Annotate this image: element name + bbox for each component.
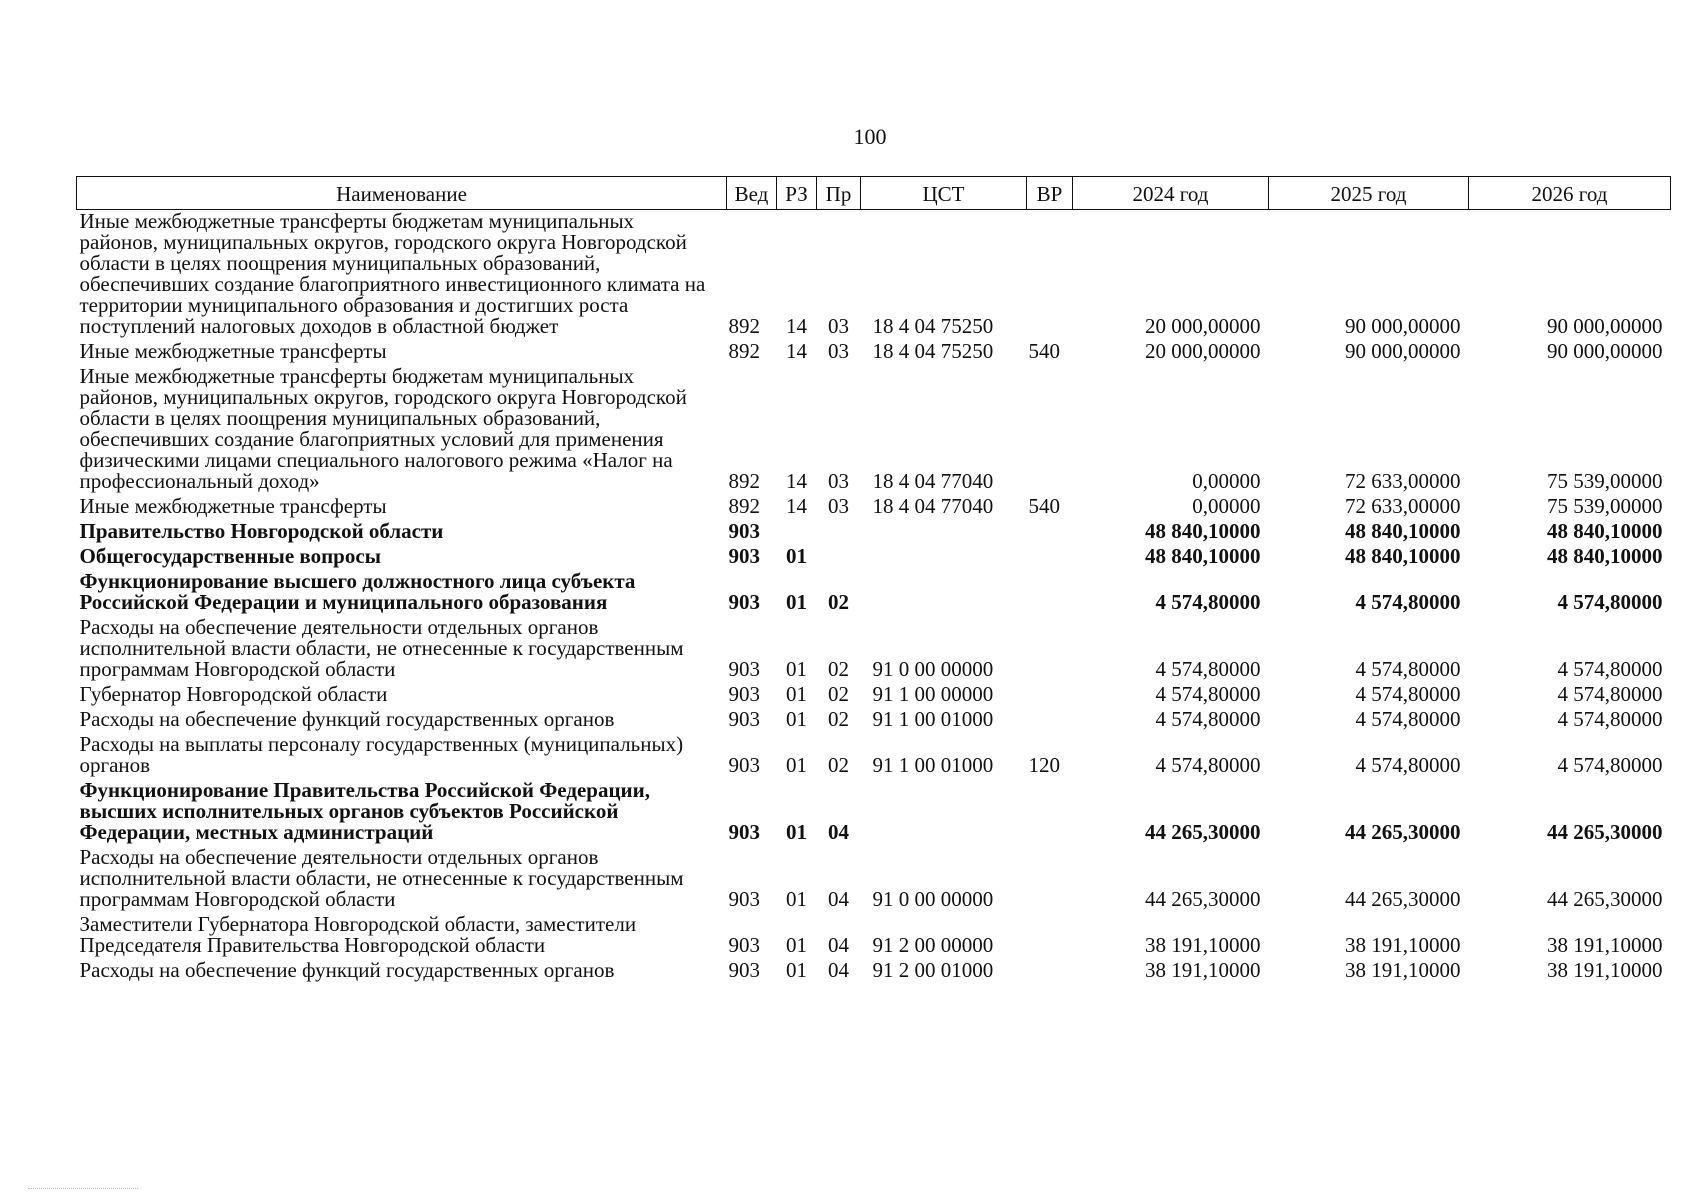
table-row <box>77 616 1671 683</box>
cell-vr <box>1027 959 1073 984</box>
table-row <box>77 913 1671 959</box>
cell-rz: 14 <box>786 314 807 338</box>
cell-rz: 14 <box>786 494 807 518</box>
cell-ved: 903 <box>728 820 760 844</box>
cell-pr: 02 <box>828 753 849 777</box>
cell-2026: 44 265,30000 <box>1547 820 1663 844</box>
cell-pr: 02 <box>828 682 849 706</box>
table-row <box>77 545 1671 570</box>
header-vr: ВР <box>1027 177 1073 210</box>
cell-rz: 01 <box>786 682 807 706</box>
table-row <box>77 570 1671 616</box>
cell-2025: 38 191,10000 <box>1345 933 1461 957</box>
cell-2024: 4 574,80000 <box>1155 707 1261 731</box>
cell-2025: 4 574,80000 <box>1355 707 1461 731</box>
cell-pr: 02 <box>828 590 849 614</box>
cell-cst: 91 1 00 00000 <box>872 682 994 706</box>
cell-ved: 903 <box>728 707 760 731</box>
cell-2026: 75 539,00000 <box>1547 469 1663 493</box>
cell-cst <box>861 545 1027 570</box>
cell-2024: 20 000,00000 <box>1145 314 1261 338</box>
cell-2026: 48 840,10000 <box>1547 519 1663 543</box>
cell-2025: 72 633,00000 <box>1345 469 1461 493</box>
cell-pr: 02 <box>828 657 849 681</box>
cell-pr: 03 <box>828 494 849 518</box>
cell-2026: 4 574,80000 <box>1557 682 1663 706</box>
table-row <box>77 846 1671 913</box>
cell-rz: 14 <box>786 469 807 493</box>
table-body <box>77 210 1671 985</box>
cell-rz: 01 <box>786 657 807 681</box>
cell-2026: 4 574,80000 <box>1557 657 1663 681</box>
cell-name: Расходы на обеспечение деятельности отдельных органов исполнительной власти области, не отнесенные к государственным программам Новгородской области <box>79 845 684 911</box>
cell-ved: 903 <box>728 753 760 777</box>
header-cst: ЦСТ <box>861 177 1027 210</box>
cell-2025: 4 574,80000 <box>1355 657 1461 681</box>
cell-2025: 4 574,80000 <box>1355 590 1461 614</box>
cell-pr <box>817 545 861 570</box>
cell-rz: 01 <box>786 958 807 982</box>
cell-rz: 01 <box>786 590 807 614</box>
cell-pr: 04 <box>828 958 849 982</box>
cell-pr: 03 <box>828 339 849 363</box>
cell-rz: 01 <box>786 820 807 844</box>
table-row <box>77 365 1671 495</box>
cell-2024: 4 574,80000 <box>1155 682 1261 706</box>
cell-pr: 03 <box>828 469 849 493</box>
cell-cst: 18 4 04 75250 <box>872 339 994 363</box>
cell-name: Иные межбюджетные трансферты <box>79 494 387 518</box>
cell-ved: 892 <box>728 494 760 518</box>
header-rz: РЗ <box>777 177 817 210</box>
header-2024: 2024 год <box>1073 177 1269 210</box>
cell-cst: 91 1 00 01000 <box>872 707 994 731</box>
cell-vr: 540 <box>1028 494 1060 518</box>
cell-vr <box>1027 520 1073 545</box>
cell-2026: 44 265,30000 <box>1547 887 1663 911</box>
cell-name: Иные межбюджетные трансферты бюджетам муниципальных районов, муниципальных округов, городского округа Новгородской области в целях поощрения муниципальных образований, обеспечивших создание благоприятных условий для применения физическими лицами специального налогового режима «Налог на профессиональный доход» <box>79 364 687 493</box>
cell-2024: 0,00000 <box>1192 494 1261 518</box>
table-row <box>77 779 1671 846</box>
cell-vr <box>1027 913 1073 959</box>
header-pr: Пр <box>817 177 861 210</box>
cell-vr <box>1027 365 1073 495</box>
cell-ved: 903 <box>728 544 760 568</box>
cell-2026: 38 191,10000 <box>1547 933 1663 957</box>
cell-vr <box>1027 545 1073 570</box>
header-2025: 2025 год <box>1269 177 1469 210</box>
cell-2024: 38 191,10000 <box>1145 958 1261 982</box>
cell-vr: 120 <box>1028 753 1060 777</box>
cell-pr: 04 <box>828 887 849 911</box>
cell-2024: 44 265,30000 <box>1145 887 1261 911</box>
cell-2026: 75 539,00000 <box>1547 494 1663 518</box>
cell-2025: 90 000,00000 <box>1345 339 1461 363</box>
cell-2024: 4 574,80000 <box>1155 753 1261 777</box>
cell-2025: 4 574,80000 <box>1355 753 1461 777</box>
table-row <box>77 495 1671 520</box>
cell-rz: 14 <box>786 339 807 363</box>
cell-cst: 91 1 00 01000 <box>872 753 994 777</box>
cell-vr <box>1027 708 1073 733</box>
cell-2026: 38 191,10000 <box>1547 958 1663 982</box>
cell-2026: 48 840,10000 <box>1547 544 1663 568</box>
cell-ved: 903 <box>728 933 760 957</box>
cell-name: Губернатор Новгородской области <box>79 682 388 706</box>
cell-ved: 903 <box>728 958 760 982</box>
cell-vr: 540 <box>1028 339 1060 363</box>
cell-vr <box>1027 616 1073 683</box>
cell-cst: 91 0 00 00000 <box>872 657 994 681</box>
cell-2024: 20 000,00000 <box>1145 339 1261 363</box>
cell-cst <box>861 520 1027 545</box>
cell-name: Заместители Губернатора Новгородской области, заместители Председателя Правительства Новгородской области <box>79 912 637 957</box>
cell-2025: 44 265,30000 <box>1345 887 1461 911</box>
header-name: Наименование <box>77 177 727 210</box>
cell-2025: 48 840,10000 <box>1345 519 1461 543</box>
cell-2026: 4 574,80000 <box>1557 707 1663 731</box>
cell-2025: 38 191,10000 <box>1345 958 1461 982</box>
cell-2024: 38 191,10000 <box>1145 933 1261 957</box>
cell-2025: 90 000,00000 <box>1345 314 1461 338</box>
cell-vr <box>1027 683 1073 708</box>
cell-2024: 48 840,10000 <box>1145 519 1261 543</box>
cell-ved: 903 <box>728 519 760 543</box>
header-ved: Вед <box>727 177 777 210</box>
cell-name: Функционирование Правительства Российской Федерации, высших исполнительных органов субъектов Российской Федерации, местных администраций <box>79 778 650 844</box>
cell-pr: 03 <box>828 314 849 338</box>
table-row <box>77 520 1671 545</box>
cell-name: Функционирование высшего должностного лица субъекта Российской Федерации и муниципального образования <box>79 569 636 614</box>
cell-2024: 0,00000 <box>1192 469 1261 493</box>
cell-name: Расходы на выплаты персоналу государственных (муниципальных) органов <box>79 732 684 777</box>
cell-ved: 903 <box>728 590 760 614</box>
cell-2025: 44 265,30000 <box>1345 820 1461 844</box>
cell-2026: 4 574,80000 <box>1557 590 1663 614</box>
cell-vr <box>1027 210 1073 341</box>
cell-ved: 892 <box>728 314 760 338</box>
cell-cst: 91 0 00 00000 <box>872 887 994 911</box>
cell-2024: 44 265,30000 <box>1145 820 1261 844</box>
cell-name: Правительство Новгородской области <box>79 519 444 543</box>
table-header-row <box>77 177 1671 210</box>
cell-vr <box>1027 779 1073 846</box>
cell-name: Расходы на обеспечение функций государственных органов <box>79 707 615 731</box>
cell-rz: 01 <box>786 887 807 911</box>
table-row <box>77 708 1671 733</box>
cell-2026: 90 000,00000 <box>1547 314 1663 338</box>
cell-ved: 903 <box>728 657 760 681</box>
cell-cst: 18 4 04 77040 <box>872 469 994 493</box>
cell-2025: 72 633,00000 <box>1345 494 1461 518</box>
cell-pr: 04 <box>828 933 849 957</box>
cell-ved: 892 <box>728 339 760 363</box>
cell-name: Расходы на обеспечение функций государственных органов <box>79 958 615 982</box>
cell-rz: 01 <box>786 933 807 957</box>
cell-cst <box>861 570 1027 616</box>
cell-2024: 4 574,80000 <box>1155 657 1261 681</box>
cell-pr <box>817 520 861 545</box>
cell-name: Расходы на обеспечение деятельности отдельных органов исполнительной власти области, не отнесенные к государственным программам Новгородской области <box>79 615 684 681</box>
cell-vr <box>1027 846 1073 913</box>
cell-name: Иные межбюджетные трансферты <box>79 339 387 363</box>
cell-rz: 01 <box>786 753 807 777</box>
header-2026: 2026 год <box>1469 177 1671 210</box>
cell-cst <box>861 779 1027 846</box>
cell-2024: 4 574,80000 <box>1155 590 1261 614</box>
cell-ved: 892 <box>728 469 760 493</box>
cell-rz: 01 <box>786 707 807 731</box>
cell-cst: 18 4 04 77040 <box>872 494 994 518</box>
table-row <box>77 340 1671 365</box>
page-number: 100 <box>853 124 887 149</box>
scan-mark <box>28 1188 138 1191</box>
cell-vr <box>1027 570 1073 616</box>
cell-rz <box>777 520 817 545</box>
cell-2026: 4 574,80000 <box>1557 753 1663 777</box>
cell-pr: 04 <box>828 820 849 844</box>
cell-ved: 903 <box>728 682 760 706</box>
cell-name: Общегосударственные вопросы <box>79 544 382 568</box>
cell-2025: 4 574,80000 <box>1355 682 1461 706</box>
cell-rz: 01 <box>786 544 807 568</box>
cell-2025: 48 840,10000 <box>1345 544 1461 568</box>
cell-2026: 90 000,00000 <box>1547 339 1663 363</box>
table-row <box>77 683 1671 708</box>
cell-pr: 02 <box>828 707 849 731</box>
cell-name: Иные межбюджетные трансферты бюджетам муниципальных районов, муниципальных округов, городского округа Новгородской области в целях поощрения муниципальных образований, обеспечивших создание благоприятного инвестиционного климата на территории муниципального образования и достигших роста поступлений налоговых доходов в областной бюджет <box>79 209 706 338</box>
table-row <box>77 959 1671 984</box>
cell-2024: 48 840,10000 <box>1145 544 1261 568</box>
cell-ved: 903 <box>728 887 760 911</box>
budget-table <box>76 176 1671 984</box>
table-row <box>77 733 1671 779</box>
cell-cst: 91 2 00 01000 <box>872 958 994 982</box>
table-row <box>77 210 1671 341</box>
cell-cst: 18 4 04 75250 <box>872 314 994 338</box>
cell-cst: 91 2 00 00000 <box>872 933 994 957</box>
